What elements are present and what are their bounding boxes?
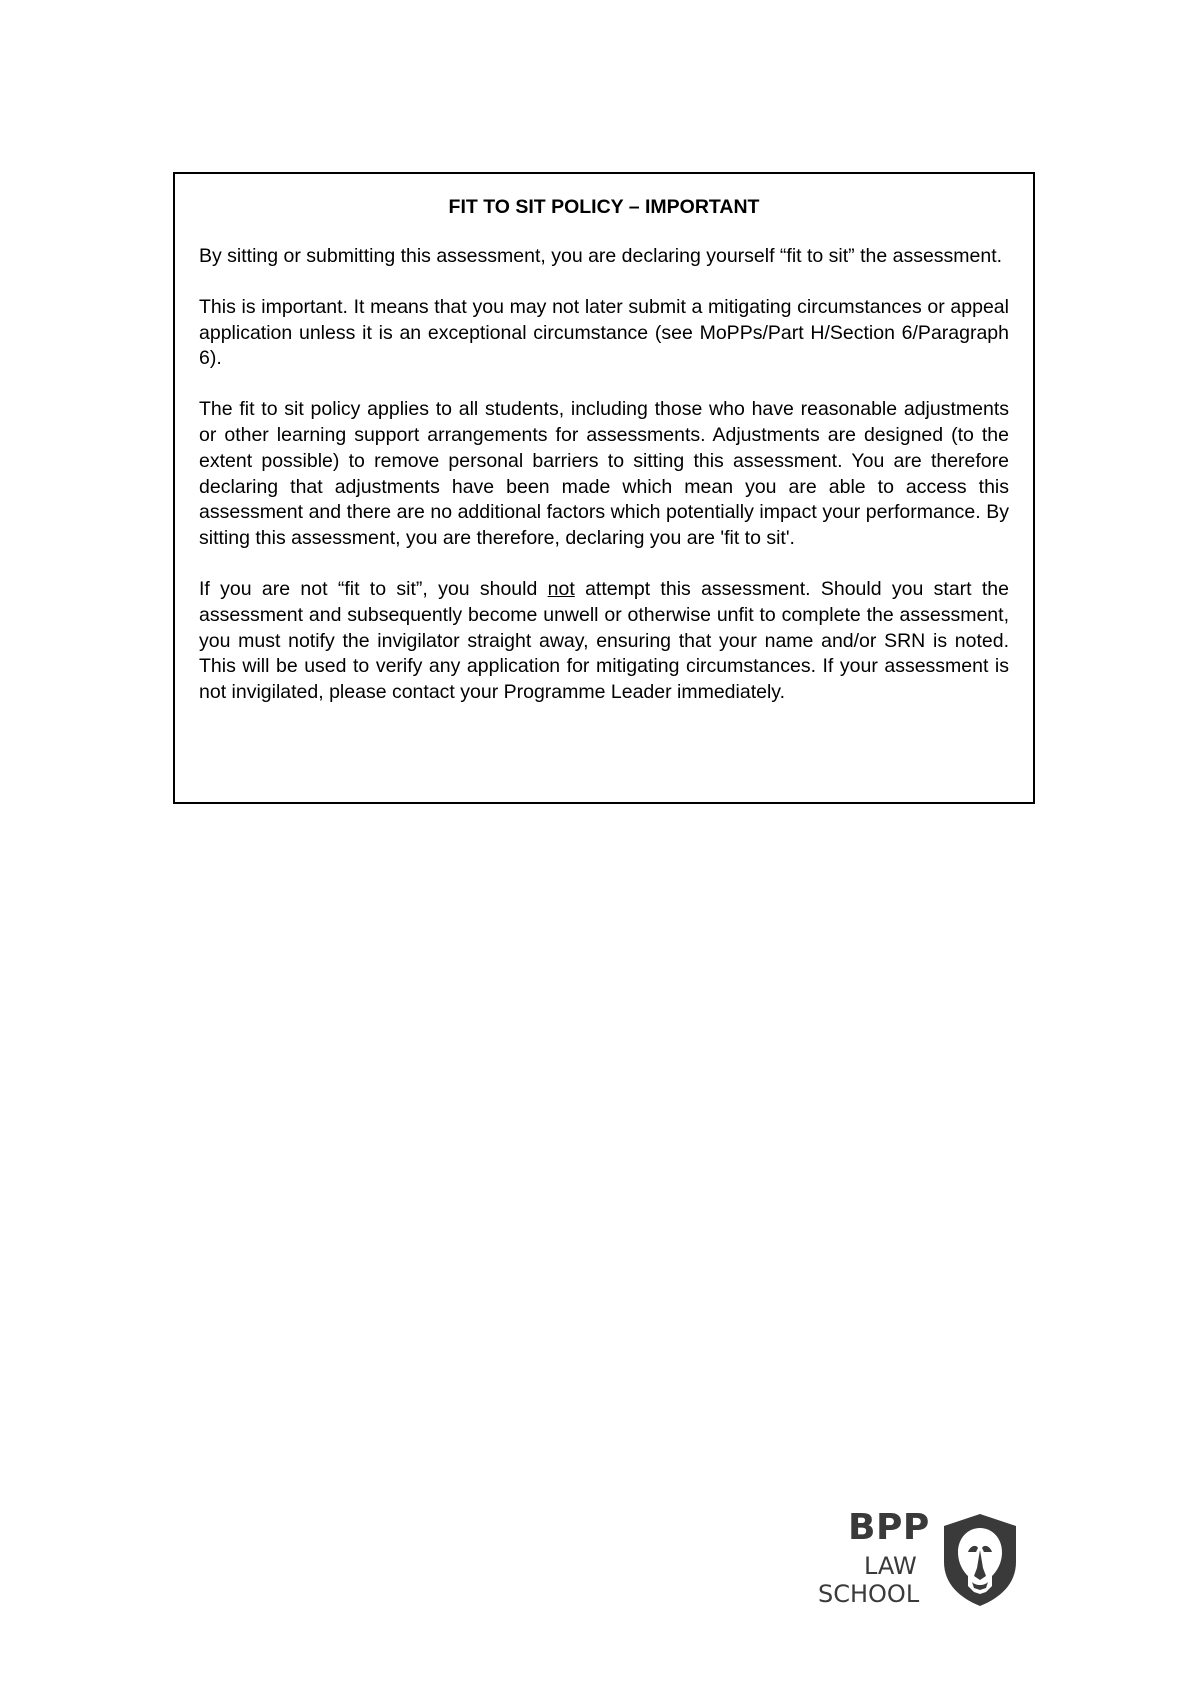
policy-paragraph-adjustments: The fit to sit policy applies to all students, including those who have reasonable adjustments or other learning support arrangements for assessments. Adjustments are designed (to the extent possible) to remove personal barriers to sitting this assessment. You are therefore declaring that adjustments have been made which mean you are able to access this assessment and there are no additional factors which potentially impact your performance. By sitting this assessment, you are therefore, declaring you are 'fit to sit'. — [199, 398, 1009, 550]
fit-to-sit-policy-box — [173, 172, 1035, 804]
policy-paragraph-importance: This is important. It means that you may not later submit a mitigating circumstances or appeal application unless it is an exceptional circumstance (see MoPPs/Part H/Section 6/Paragraph 6). — [199, 295, 1009, 370]
logo-text-bpp: BPP — [848, 1507, 930, 1548]
logo-text-school: SCHOOL — [818, 1580, 920, 1608]
policy-title: FIT TO SIT POLICY – IMPORTANT — [448, 196, 760, 218]
policy-paragraph-not-fit — [199, 577, 1009, 706]
policy-emphasis-not: not — [547, 577, 575, 600]
policy-paragraph-not-fit-end: attempt this assessment. Should you start the assessment and subsequently become unwell or otherwise unfit to complete the assessment, you must notify the invigilator straight away, ensuring that your name and/or SRN is noted. This will be used to verify any application for mitigating circumstances. If your assessment is not invigilated, please contact your Programme Leader immediately. — [199, 577, 1009, 704]
logo-text-law: LAW — [864, 1552, 917, 1580]
policy-paragraph-not-fit-start: If you are not “fit to sit”, you should — [199, 577, 548, 600]
bpp-law-school-logo — [818, 1508, 1018, 1608]
policy-paragraph-declaration: By sitting or submitting this assessment, you are declaring yourself “fit to sit” the assessment. — [199, 245, 1003, 267]
lion-shield-icon — [940, 1512, 1020, 1608]
